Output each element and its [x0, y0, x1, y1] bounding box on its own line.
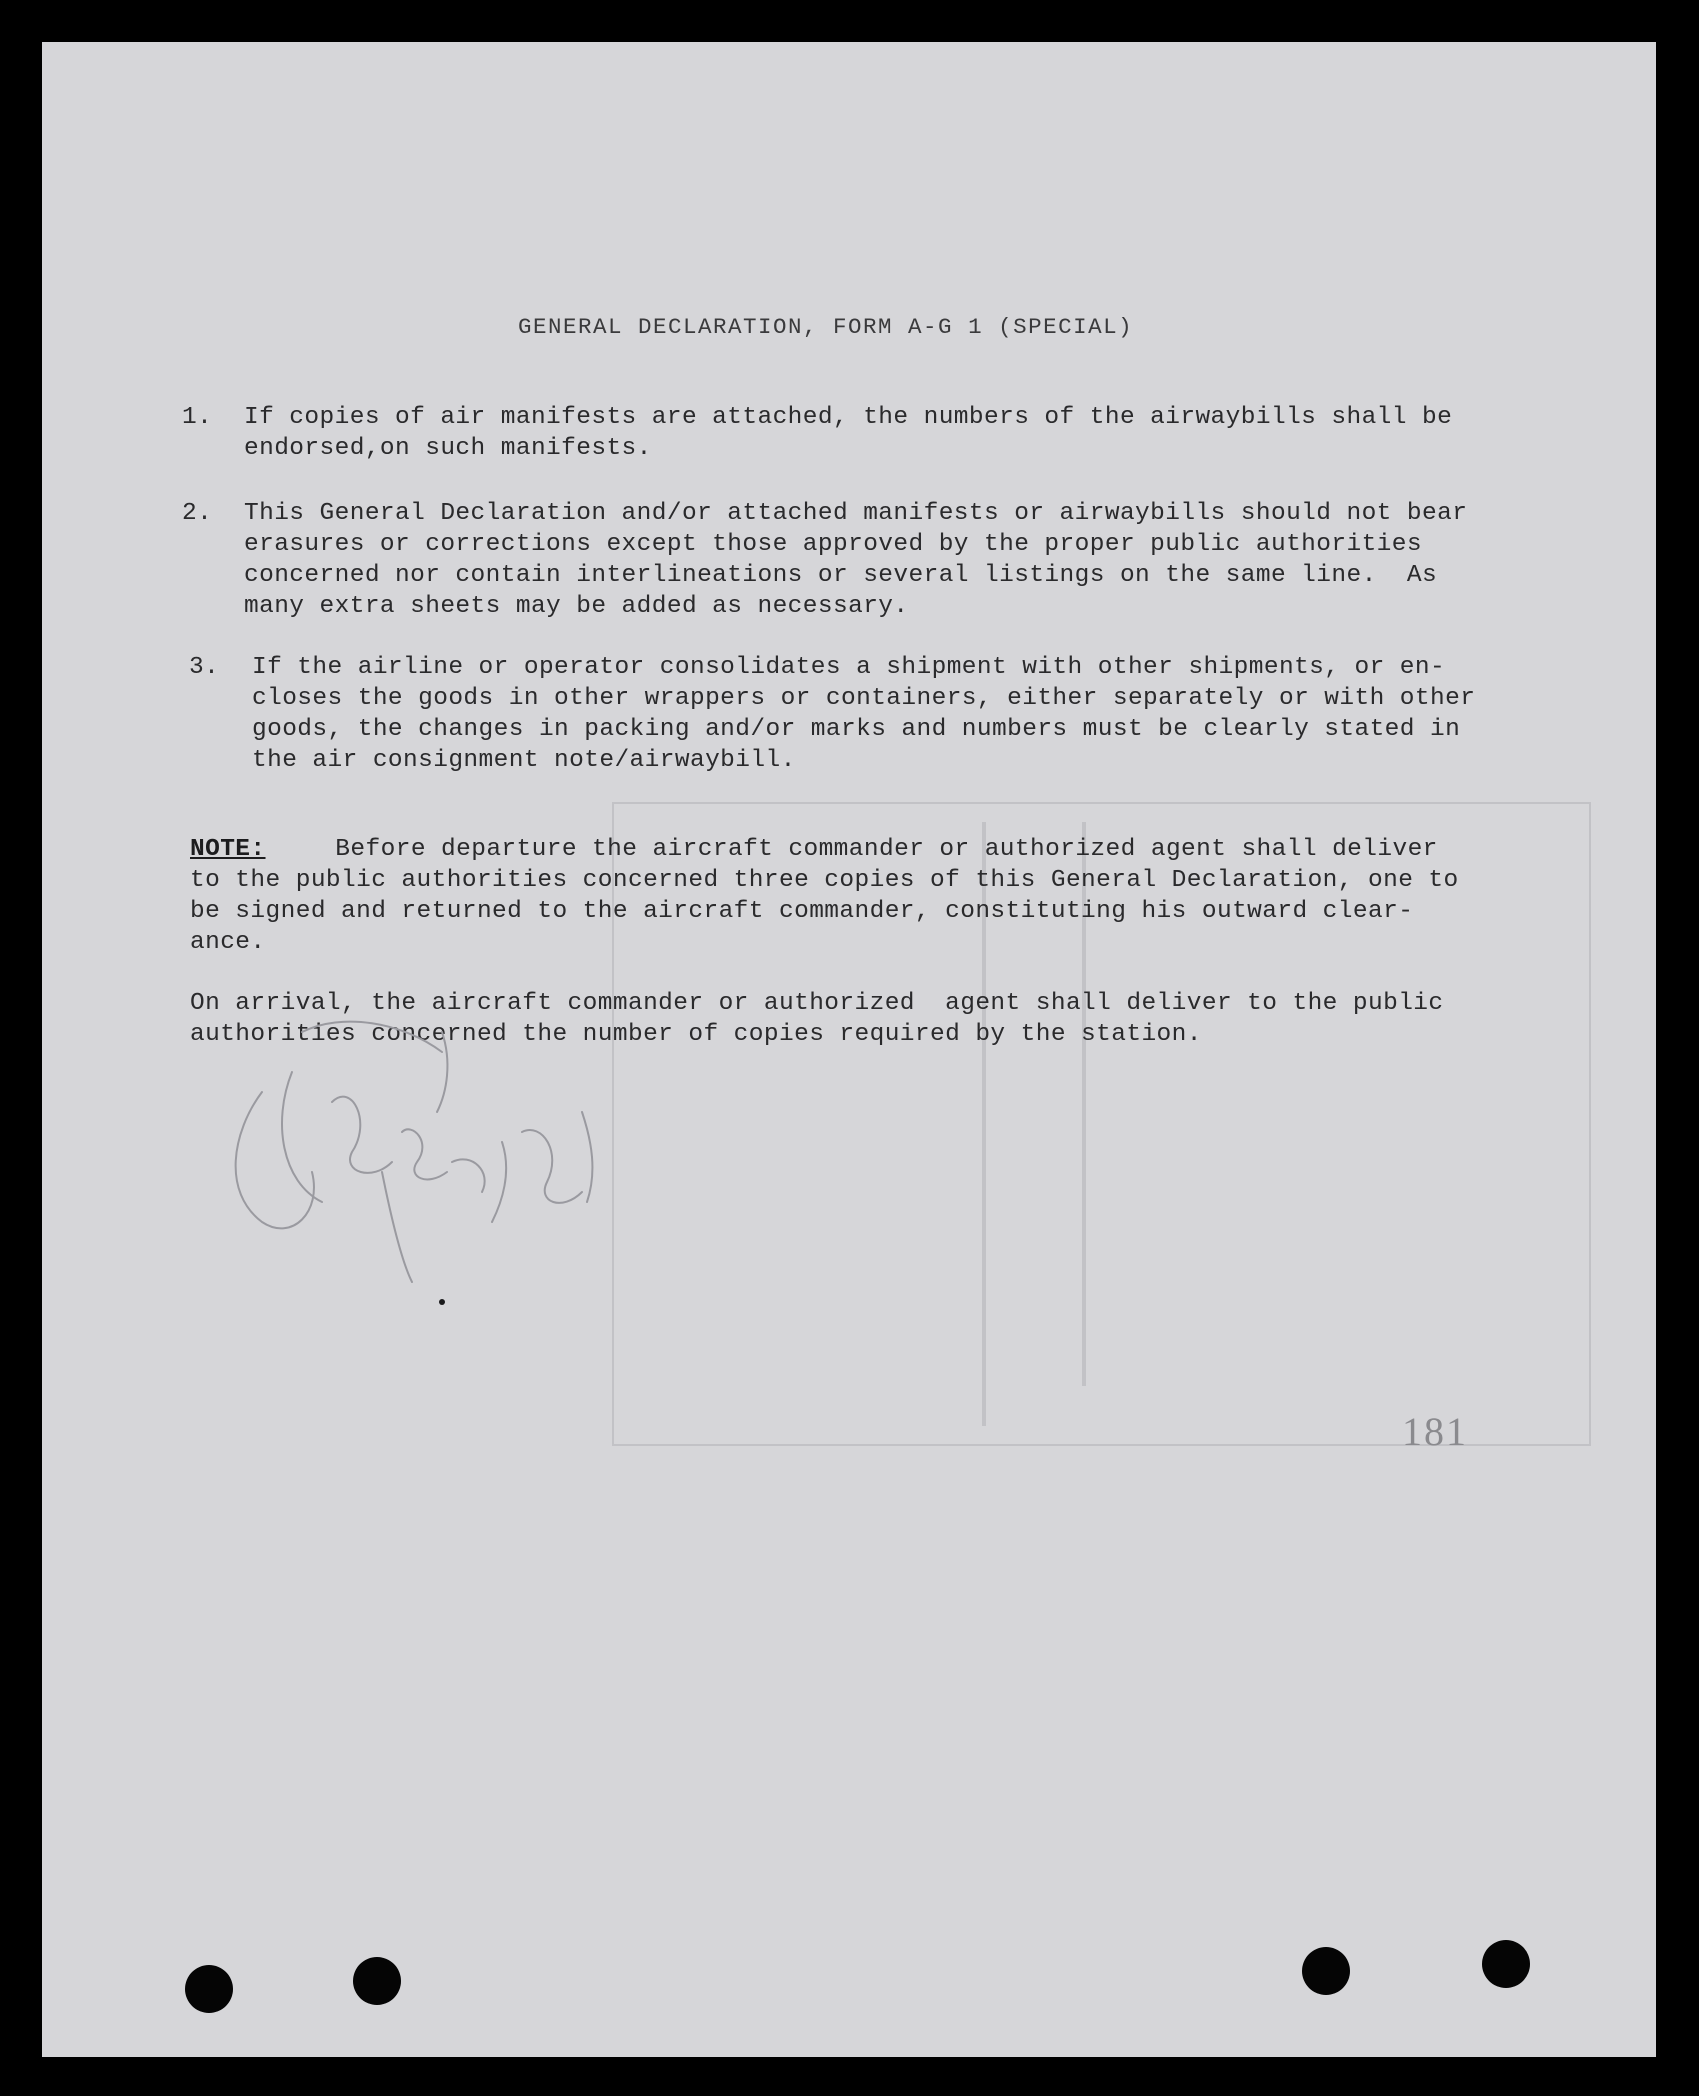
arrival-line-1: On arrival, the aircraft commander or authorized agent shall deliver to the public: [190, 990, 1444, 1017]
item-3-line-2: closes the goods in other wrappers or containers, either separately or with other: [252, 685, 1476, 712]
item-2-line-4: many extra sheets may be added as necessary.: [244, 593, 909, 620]
item-2-line-3: concerned nor contain interlineations or several listings on the same line. As: [244, 562, 1438, 589]
note-line-4: ance.: [190, 929, 266, 956]
item-3-line-3: goods, the changes in packing and/or marks and numbers must be clearly stated in: [252, 716, 1461, 743]
item-3-line-4: the air consignment note/airwaybill.: [252, 747, 796, 774]
item-1-line-1: If copies of air manifests are attached, the numbers of the airwaybills shall be: [244, 404, 1453, 431]
item-2-line-1: This General Declaration and/or attached manifests or airwaybills should not bear: [244, 500, 1468, 527]
arrival-line-2: authorities concerned the number of copies required by the station.: [190, 1021, 1202, 1048]
note-label: NOTE:: [190, 836, 266, 863]
note-line-2: to the public authorities concerned three copies of this General Declaration, one to: [190, 867, 1459, 894]
item-2-line-2: erasures or corrections except those approved by the proper public authorities: [244, 531, 1422, 558]
page-number: 181: [1402, 1409, 1468, 1454]
note-line-3: be signed and returned to the aircraft commander, constituting his outward clear-: [190, 898, 1414, 925]
handwritten-signature: [202, 972, 662, 1312]
punch-hole-4: [1482, 1940, 1530, 1988]
item-1-line-2: endorsed,on such manifests.: [244, 435, 652, 462]
document-title: GENERAL DECLARATION, FORM A-G 1 (SPECIAL): [518, 314, 1134, 340]
punch-hole-3: [1302, 1947, 1350, 1995]
punch-hole-1: [185, 1965, 233, 2013]
item-3-line-1: If the airline or operator consolidates a shipment with other shipments, or en-: [252, 654, 1446, 681]
note-first-line: Before departure the aircraft commander or authorized agent shall deliver: [290, 836, 1438, 863]
document-page: [42, 42, 1656, 2057]
item-number-2: 2.: [182, 500, 213, 527]
item-number-1: 1.: [182, 404, 213, 431]
item-number-3: 3.: [189, 654, 220, 681]
punch-hole-2: [353, 1957, 401, 2005]
